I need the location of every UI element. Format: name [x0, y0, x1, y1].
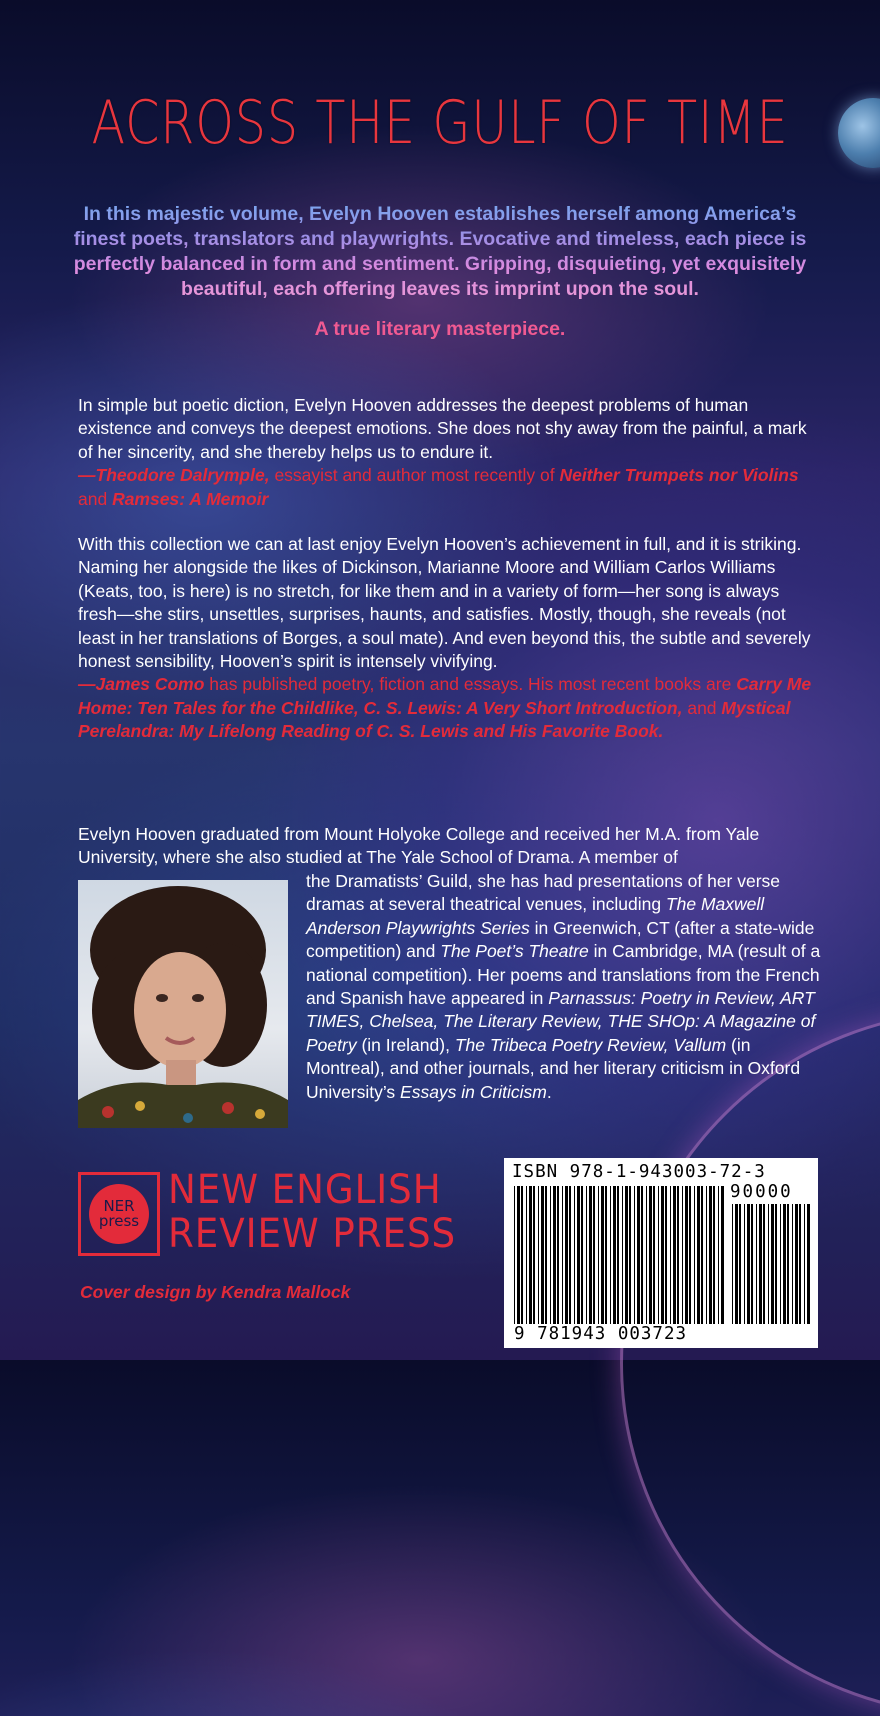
author-bio-lead: Evelyn Hooven graduated from Mount Holyoke College and received her M.A. from Yale University, where she also studied at The Yale School of Drama. A member of — [78, 824, 760, 868]
reviewer-book: Neither Trumpets nor Violins — [559, 465, 799, 486]
bio-text: (in Montreal), and other journals, and her literary criticism in Oxford University’s — [306, 1034, 801, 1102]
moon-graphic — [838, 98, 880, 168]
author-photo — [78, 880, 288, 1128]
isbn-number: ISBN 978-1-943003-72-3 — [512, 1162, 766, 1182]
barcode-digits: 9 781943 003723 — [514, 1324, 688, 1344]
planet-graphic — [620, 1010, 880, 1716]
publisher-name-line1: NEW ENGLISH — [168, 1167, 442, 1213]
bio-title: The Maxwell Anderson Playwrights Series — [306, 894, 765, 938]
reviewer-desc: essayist and author most recently of — [269, 465, 560, 486]
author-bio — [306, 870, 822, 1104]
isbn-barcode — [504, 1158, 818, 1348]
bio-title: Parnassus: Poetry in Review, ART TIMES, Chelsea, The Literary Review, THE SHOp: A Magazine of Poetry — [306, 988, 816, 1055]
reviewer-book: Mystical Perelandra: My Lifelong Reading of C. S. Lewis and His Favorite Book. — [78, 697, 791, 742]
book-blurb: In this majestic volume, Evelyn Hooven establishes herself among America’s finest poets, translators and playwrights. Evocative and timeless, each piece is perfectly balanced in form and sentiment. Gripping, disquieting, yet exquisitely beautiful, each offering leaves its imprint upon the soul. — [58, 202, 822, 302]
reviewer-book: Ramses: A Memoir — [112, 488, 269, 509]
review-quote: In simple but poetic diction, Evelyn Hooven addresses the deepest problems of human existence and conveys the deepest emotions. She does not shy away from the painful, a mark of her sincerity, and she thereby helps us to endure it. — [78, 395, 807, 462]
book-title: ACROSS THE GULF OF TIME — [91, 88, 789, 158]
logo-text-ner: NER — [103, 1197, 135, 1215]
price-barcode-bars — [732, 1204, 810, 1324]
reviewer-name: —James Como — [78, 674, 205, 695]
reviewer-desc: has published poetry, fiction and essays. His most recent books are — [204, 674, 737, 695]
bio-text: the Dramatists’ Guild, she has had presentations of her verse dramas at several theatrical venues, including — [306, 871, 781, 915]
bio-text: in Cambridge, MA (result of a national competition). Her poems and translations from the French and Spanish have appeared in — [306, 941, 821, 1009]
bio-title: The Poet’s Theatre — [440, 941, 589, 962]
bio-text: (in Ireland), — [356, 1034, 455, 1055]
price-code: 90000 — [730, 1182, 793, 1202]
cover-design-credit: Cover design by Kendra Mallock — [80, 1282, 351, 1302]
bio-text: in Greenwich, CT (after a state-wide competition) and — [306, 917, 815, 962]
review-attribution — [78, 673, 814, 743]
tagline: A true literary masterpiece. — [314, 318, 566, 340]
review-como — [78, 533, 814, 744]
reviewer-and: and — [78, 488, 113, 509]
logo-text-press: press — [98, 1212, 140, 1230]
bio-text: . — [546, 1081, 552, 1102]
reviewer-and: and — [682, 697, 722, 718]
author-portrait — [78, 880, 288, 1128]
bio-title: The Tribeca Poetry Review, Vallum — [454, 1034, 727, 1055]
review-dalrymple — [78, 394, 814, 511]
publisher-logo-circle — [89, 1184, 149, 1244]
review-attribution — [78, 464, 814, 511]
publisher-logo — [78, 1172, 160, 1256]
reviewer-book: Carry Me Home: Ten Tales for the Childlike, C. S. Lewis: A Very Short Introduction, — [78, 674, 812, 718]
bio-title: Essays in Criticism — [400, 1081, 547, 1102]
review-quote: With this collection we can at last enjoy Evelyn Hooven’s achievement in full, and it is striking. Naming her alongside the likes of Dickinson, Marianne Moore and William Carlos Williams (Keats, too, is here) is no stretch, for like them and in a variety of form—her song is always fresh—she stirs, unsettles, surprises, haunts, and satisfies. Mostly, though, she reveals (not least in her translations of Borges, a soul mate). And even beyond this, the subtle and severely honest sensibility, Hooven’s spirit is intensely vivifying. — [78, 534, 811, 672]
barcode-bars — [514, 1186, 726, 1324]
publisher-name — [168, 1168, 456, 1256]
reviewer-name: —Theodore Dalrymple, — [78, 465, 270, 486]
publisher-name-line2: REVIEW PRESS — [168, 1211, 457, 1257]
